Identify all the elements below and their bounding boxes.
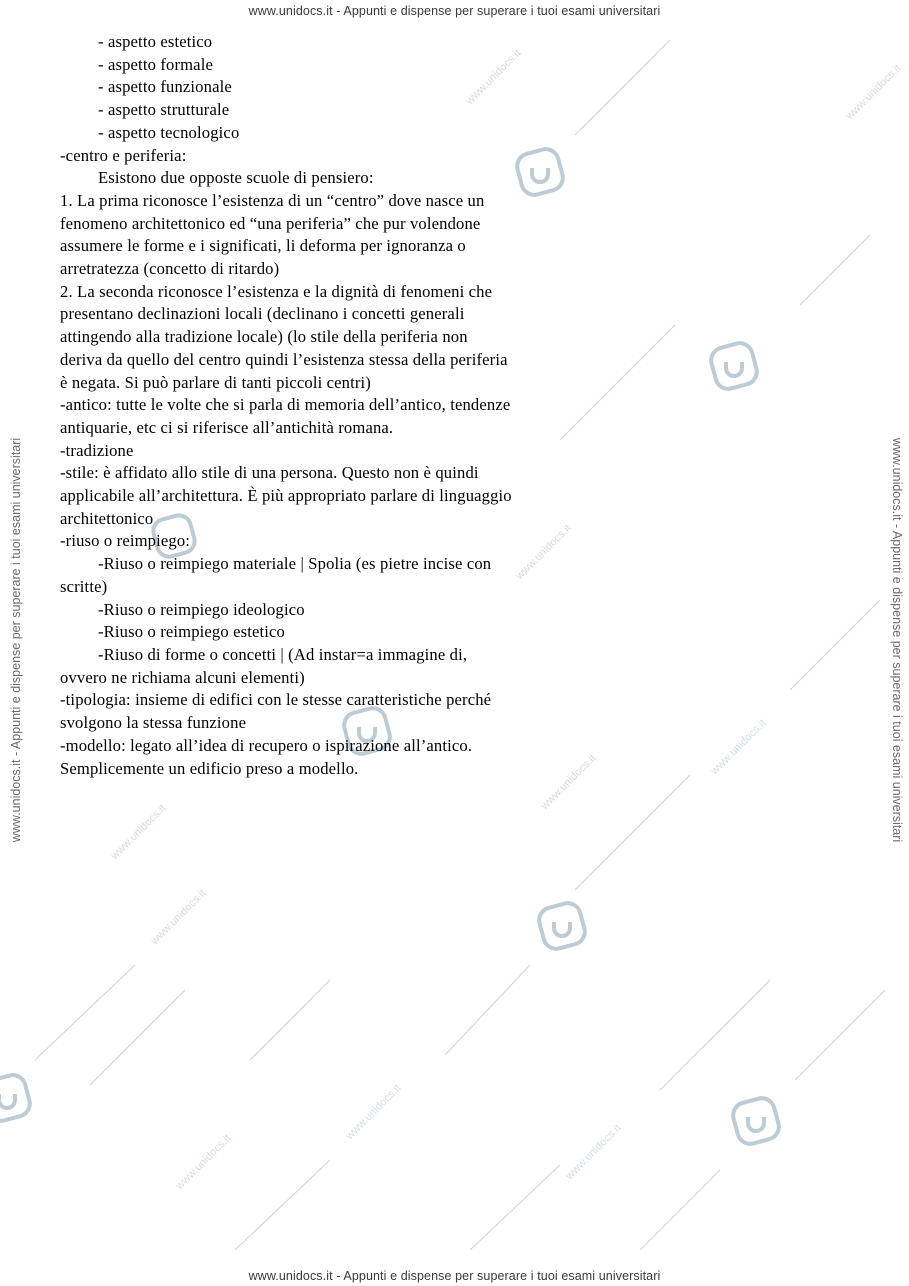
text-line: attingendo alla tradizione locale) (lo stile della periferia non xyxy=(60,327,468,347)
watermark-side-right: www.unidocs.it - Appunti e dispense per superare i tuoi esami universitari xyxy=(890,437,904,843)
text-line: scritte) xyxy=(60,576,108,596)
svg-text:www.unidocs.it: www.unidocs.it xyxy=(173,1132,234,1193)
svg-text:www.unidocs.it: www.unidocs.it xyxy=(148,887,209,948)
text-line: è negata. Si può parlare di tanti piccoli centri) xyxy=(60,372,371,392)
text-line: - aspetto strutturale xyxy=(98,100,230,120)
text-line: fenomeno architettonico ed “una periferia” che pur volendone xyxy=(60,213,481,233)
text-line: -Riuso o reimpiego ideologico xyxy=(98,599,305,619)
text-line: -riuso o reimpiego: xyxy=(60,531,191,551)
text-line: arretratezza (concetto di ritardo) xyxy=(60,259,280,279)
svg-text:www.unidocs.it: www.unidocs.it xyxy=(708,717,769,778)
text-line: -modello: legato all’idea di recupero o ispirazione all’antico. xyxy=(60,735,473,755)
text-line: ovvero ne richiama alcuni elementi) xyxy=(60,667,305,687)
text-line: Esistono due opposte scuole di pensiero: xyxy=(98,168,374,188)
watermark-side-left: www.unidocs.it - Appunti e dispense per superare i tuoi esami universitari xyxy=(9,437,23,843)
text-line: - aspetto tecnologico xyxy=(98,122,240,142)
watermark-banner-top: www.unidocs.it - Appunti e dispense per superare i tuoi esami universitari xyxy=(248,4,661,18)
text-line: antiquarie, etc ci si riferisce all’antichità romana. xyxy=(60,417,394,437)
text-line: applicabile all’architettura. È più appropriato parlare di linguaggio xyxy=(60,486,512,506)
text-line: 1. La prima riconosce l’esistenza di un “centro” dove nasce un xyxy=(60,190,485,210)
text-line: svolgono la stessa funzione xyxy=(60,713,247,733)
text-line: -stile: è affidato allo stile di una persona. Questo non è quindi xyxy=(60,463,479,483)
text-line: -Riuso o reimpiego estetico xyxy=(98,622,286,642)
svg-text:www.unidocs.it: www.unidocs.it xyxy=(513,522,574,583)
text-line: -antico: tutte le volte che si parla di memoria dell’antico, tendenze xyxy=(60,395,511,415)
text-line: -Riuso o reimpiego materiale | Spolia (es pietre incise con xyxy=(98,554,492,574)
svg-text:www.unidocs.it: www.unidocs.it xyxy=(563,1122,624,1183)
text-line: presentano declinazioni locali (declinano i concetti generali xyxy=(60,304,465,324)
text-line: 2. La seconda riconosce l’esistenza e la dignità di fenomeni che xyxy=(60,281,493,301)
svg-text:www.unidocs.it: www.unidocs.it xyxy=(108,802,169,863)
text-line: Semplicemente un edificio preso a modello. xyxy=(60,758,359,778)
text-line: -tradizione xyxy=(60,440,134,460)
svg-text:www.unidocs.it: www.unidocs.it xyxy=(843,62,904,123)
text-line: deriva da quello del centro quindi l’esistenza stessa della periferia xyxy=(60,349,508,369)
text-line: - aspetto estetico xyxy=(98,32,213,51)
text-line: - aspetto formale xyxy=(98,54,213,74)
svg-text:www.unidocs.it: www.unidocs.it xyxy=(538,752,599,813)
document-text xyxy=(60,31,600,780)
text-line: assumere le forme e i significati, li deforma per ignoranza o xyxy=(60,236,466,256)
watermark-banner-bottom: www.unidocs.it - Appunti e dispense per superare i tuoi esami universitari xyxy=(248,1269,661,1283)
text-line: - aspetto funzionale xyxy=(98,77,232,97)
text-line: -tipologia: insieme di edifici con le stesse caratteristiche perché xyxy=(60,690,492,710)
svg-text:www.unidocs.it: www.unidocs.it xyxy=(343,1082,404,1143)
svg-text:www.unidocs.it: www.unidocs.it xyxy=(463,47,524,108)
text-line: -Riuso di forme o concetti | (Ad instar=a immagine di, xyxy=(98,644,468,664)
text-line: architettonico xyxy=(60,508,154,528)
text-line: -centro e periferia: xyxy=(60,145,187,165)
